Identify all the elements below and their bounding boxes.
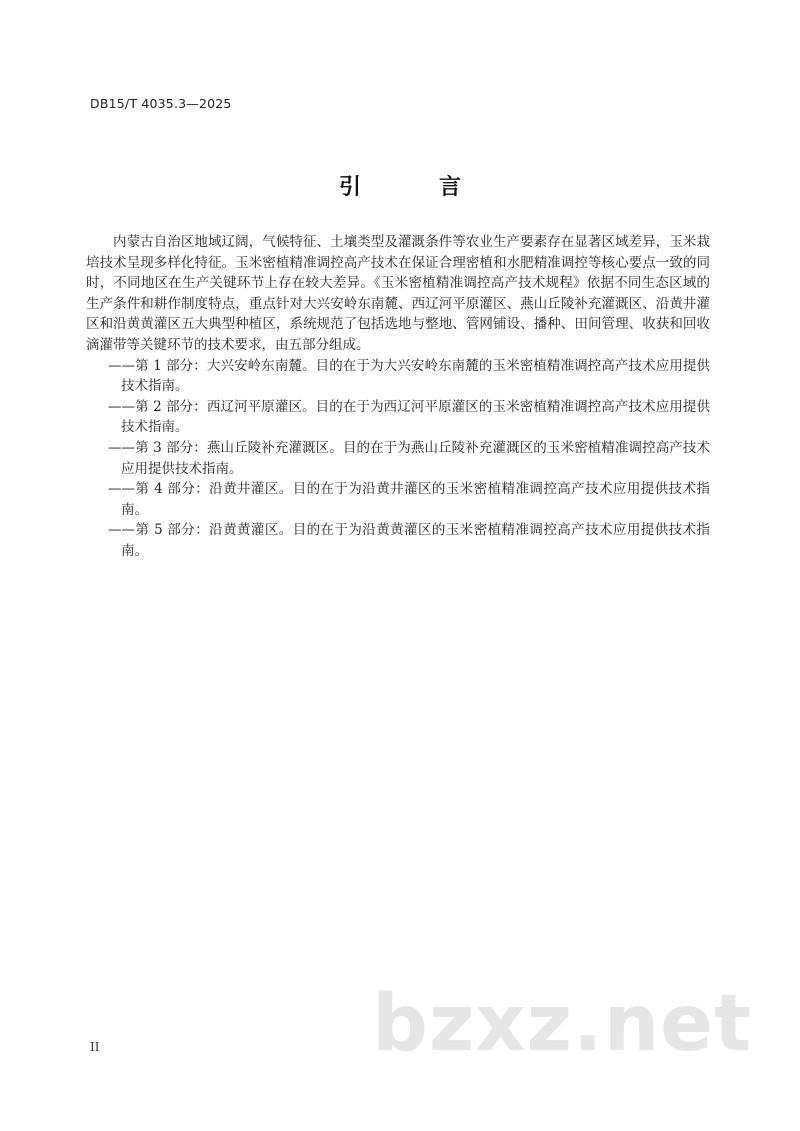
intro-paragraph: 内蒙古自治区地域辽阔，气候特征、土壤类型及灌溉条件等农业生产要素存在显著区域差异，玉米栽培技术呈现多样化特征。玉米密植精准调控高产技术在保证合理密植和水肥精准调控等核心要点一致的同时，不同地区在生产关键环节上存在较大差异。《玉米密植精准调控高产技术规程》依据不同生态区域的生产条件和耕作制度特点，重点针对大兴安岭东南麓、西辽河平原灌区、燕山丘陵补充灌溉区、沿黄井灌区和沿黄黄灌区五大典型种植区，系统规范了包括选地与整地、管网铺设、播种、田间管理、收获和回收滴灌带等关键环节的技术要求，由五部分组成。: [86, 234, 710, 353]
page-title: 引 言: [338, 175, 489, 200]
part-item-5: ——第 5 部分：沿黄黄灌区。目的在于为沿黄黄灌区的玉米密植精准调控高产技术应用提供技术指南。: [108, 522, 710, 559]
part-item-2: ——第 2 部分：西辽河平原灌区。目的在于为西辽河平原灌区的玉米密植精准调控高产技术应用提供技术指南。: [108, 398, 710, 436]
part-item-3: ——第 3 部分：燕山丘陵补充灌溉区。目的在于为燕山丘陵补充灌溉区的玉米密植精准调控高产技术应用提供技术指南。: [108, 439, 710, 477]
document-body: [86, 232, 710, 562]
page-number: II: [90, 1040, 100, 1054]
part-item-4: ——第 4 部分：沿黄井灌区。目的在于为沿黄井灌区的玉米密植精准调控高产技术应用提供技术指南。: [108, 481, 710, 518]
part-item-1: ——第 1 部分：大兴安岭东南麓。目的在于为大兴安岭东南麓的玉米密植精准调控高产技术应用提供技术指南。: [108, 357, 710, 395]
standard-code: DB15/T 4035.3—2025: [90, 96, 232, 111]
watermark: bzxz.net: [372, 979, 753, 1069]
